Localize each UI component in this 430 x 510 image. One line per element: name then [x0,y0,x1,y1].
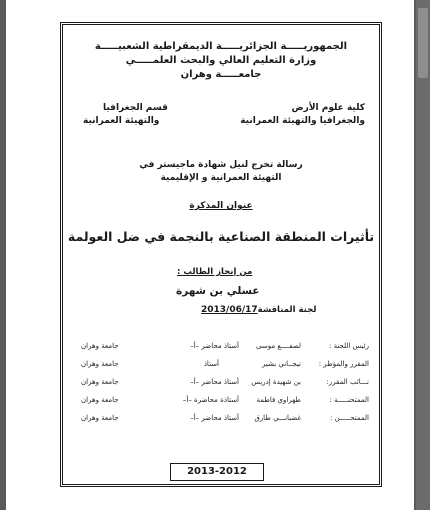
committee-member: تيجــاني بشير [262,360,301,368]
committee-member: غضبانـــي طارق [254,414,301,422]
department-name: قسم الجغرافيا [103,103,168,113]
committee-date [201,305,316,315]
committee-date-value: 2013/06/17 [201,305,258,315]
page-border [60,22,382,487]
republic-title: الجمهوريـــــة الجزائريـــــة الديمقراطية الشعبيـــــة [94,41,348,52]
committee-university: جامعة وهران [81,414,119,422]
committee-member: طهراوي فاطمة [256,396,301,404]
thesis-specialty: التهيئة العمرانية و الإقليمية [160,173,282,183]
committee-rank: أستاذ محاضر –أ– [190,342,239,350]
committee-rank: أستاذ محاضر –أ– [190,414,239,422]
faculty-name: كلية علوم الأرض [291,103,365,113]
scrollbar-thumb[interactable] [418,8,428,78]
committee-row [63,376,379,394]
committee-row [63,340,379,358]
academic-year-box [170,463,264,481]
committee-role: الممتحـــــن : [330,414,369,422]
committee-row [63,358,379,376]
thesis-degree: رسالة تخرج لنيل شهادة ماجيستر في [139,160,303,170]
department-name-2: والتهيئة العمرانية [83,116,160,126]
student-name: عسلي بن شهرة [176,285,260,297]
committee-university: جامعة وهران [81,360,119,368]
committee-role: نـــائب المقرر: [326,378,369,386]
committee-university: جامعة وهران [81,396,119,404]
committee-heading: لجنة المناقشة [257,305,317,315]
committee-row [63,394,379,412]
committee-university: جامعة وهران [81,378,119,386]
faculty-name-2: والجغرافيا والتهيئة العمرانية [240,116,365,126]
committee-rank: أستاذة محاضرة –أ– [182,396,239,404]
committee-role: المقرر والمؤطر : [318,360,369,368]
committee-role: الممتحنـــــة : [329,396,369,404]
student-heading: من إنجاز الطالب : [177,267,253,277]
academic-year: 2013-2012 [187,466,247,477]
memo-title: تأثيرات المنطقة الصناعية بالنجمة في ضل العولمة [67,229,375,244]
university-title: جامعـــــة وهران [180,69,262,80]
memo-heading: عنوان المذكرة [189,201,253,211]
committee-university: جامعة وهران [81,342,119,350]
committee-member: بن شهيدة إدريس [251,378,301,386]
committee-row [63,412,379,430]
committee-rank: أستاذ [203,360,219,368]
committee-rank: أستاذ محاضر –أ– [190,378,239,386]
committee-member: لصفــــع موسى [256,342,301,350]
ministry-title: وزارة التعليم العالي والبحث العلمـــــي [125,55,317,66]
committee-role: رئيس اللجنة : [329,342,369,350]
